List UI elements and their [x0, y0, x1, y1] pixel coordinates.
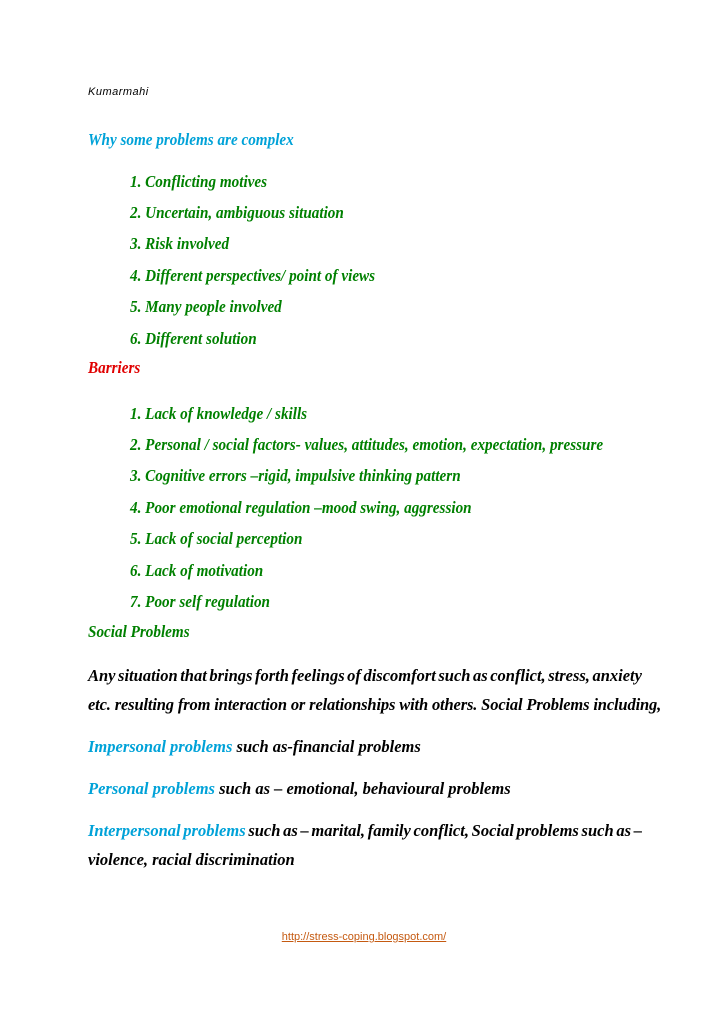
paragraph-word: conflict,: [490, 666, 546, 685]
paragraph-word: anxiety: [592, 666, 642, 685]
list-item: 6. Different solution: [130, 329, 257, 348]
personal-label: Personal problems: [88, 779, 215, 798]
paragraph-word: discomfort: [363, 666, 436, 685]
paragraph-word: stress,: [548, 666, 590, 685]
list-item: 3. Cognitive errors –rigid, impulsive thinking pattern: [130, 466, 461, 485]
paragraph-word: family: [367, 821, 411, 840]
impersonal-label: Impersonal problems: [88, 737, 233, 756]
paragraph-word: such: [248, 821, 281, 840]
paragraph-word: conflict,: [413, 821, 469, 840]
interpersonal-label-2: problems: [183, 821, 246, 840]
section-title-barriers: Barriers: [88, 358, 141, 377]
paragraph-word: brings: [209, 666, 253, 685]
list-item: 2. Personal / social factors- values, attitudes, emotion, expectation, pressure: [130, 435, 604, 454]
paragraph-word: situation: [118, 666, 178, 685]
footer-link[interactable]: http://stress-coping.blogspot.com/: [281, 931, 447, 943]
interpersonal-label: Interpersonal: [88, 821, 181, 840]
section-title-complex: Why some problems are complex: [88, 130, 294, 149]
paragraph-word: –: [300, 821, 309, 840]
paragraph-word: problems: [516, 821, 579, 840]
section-title-social-problems: Social Problems: [88, 622, 190, 641]
paragraph-word: as: [616, 821, 632, 840]
list-item: 4. Different perspectives/ point of views: [130, 266, 376, 285]
impersonal-problems-line: [88, 737, 642, 757]
list-item: 1. Conflicting motives: [130, 172, 268, 191]
paragraph-word: as: [283, 821, 298, 840]
paragraph-word: Social: [471, 821, 514, 840]
interpersonal-problems-paragraph: [88, 821, 642, 870]
list-item: 3. Risk involved: [130, 234, 230, 253]
paragraph-word: forth: [254, 666, 289, 685]
paragraph-word: such: [581, 821, 614, 840]
list-item: 7. Poor self regulation: [130, 592, 271, 611]
personal-text: such as – emotional, behavioural problems: [214, 779, 511, 798]
interpersonal-line-1: [88, 821, 642, 841]
list-item: 1. Lack of knowledge / skills: [130, 404, 308, 423]
list-item: 4. Poor emotional regulation –mood swing, aggression: [130, 498, 472, 517]
page-header: Kumarmahi: [88, 86, 149, 98]
paragraph-line-2: etc. resulting from interaction or relationships with others. Social Problems including,: [88, 695, 662, 714]
paragraph-line-1: [88, 666, 642, 686]
list-item: 5. Many people involved: [130, 297, 282, 316]
paragraph-word: feelings: [291, 666, 345, 685]
list-item: 5. Lack of social perception: [130, 529, 303, 548]
paragraph-word: such: [438, 666, 471, 685]
personal-problems-line: [88, 779, 642, 799]
list-item: 2. Uncertain, ambiguous situation: [130, 203, 344, 222]
paragraph-word: of: [347, 666, 361, 685]
impersonal-text: such as-financial problems: [232, 737, 421, 756]
paragraph-word: that: [180, 666, 207, 685]
paragraph-word: as: [473, 666, 488, 685]
list-item: 6. Lack of motivation: [130, 561, 264, 580]
interpersonal-line-2: violence, racial discrimination: [88, 850, 295, 869]
paragraph-word: marital,: [311, 821, 366, 840]
paragraph-word: Any: [88, 666, 116, 685]
social-problems-paragraph: [88, 666, 662, 715]
paragraph-word: –: [633, 821, 642, 840]
